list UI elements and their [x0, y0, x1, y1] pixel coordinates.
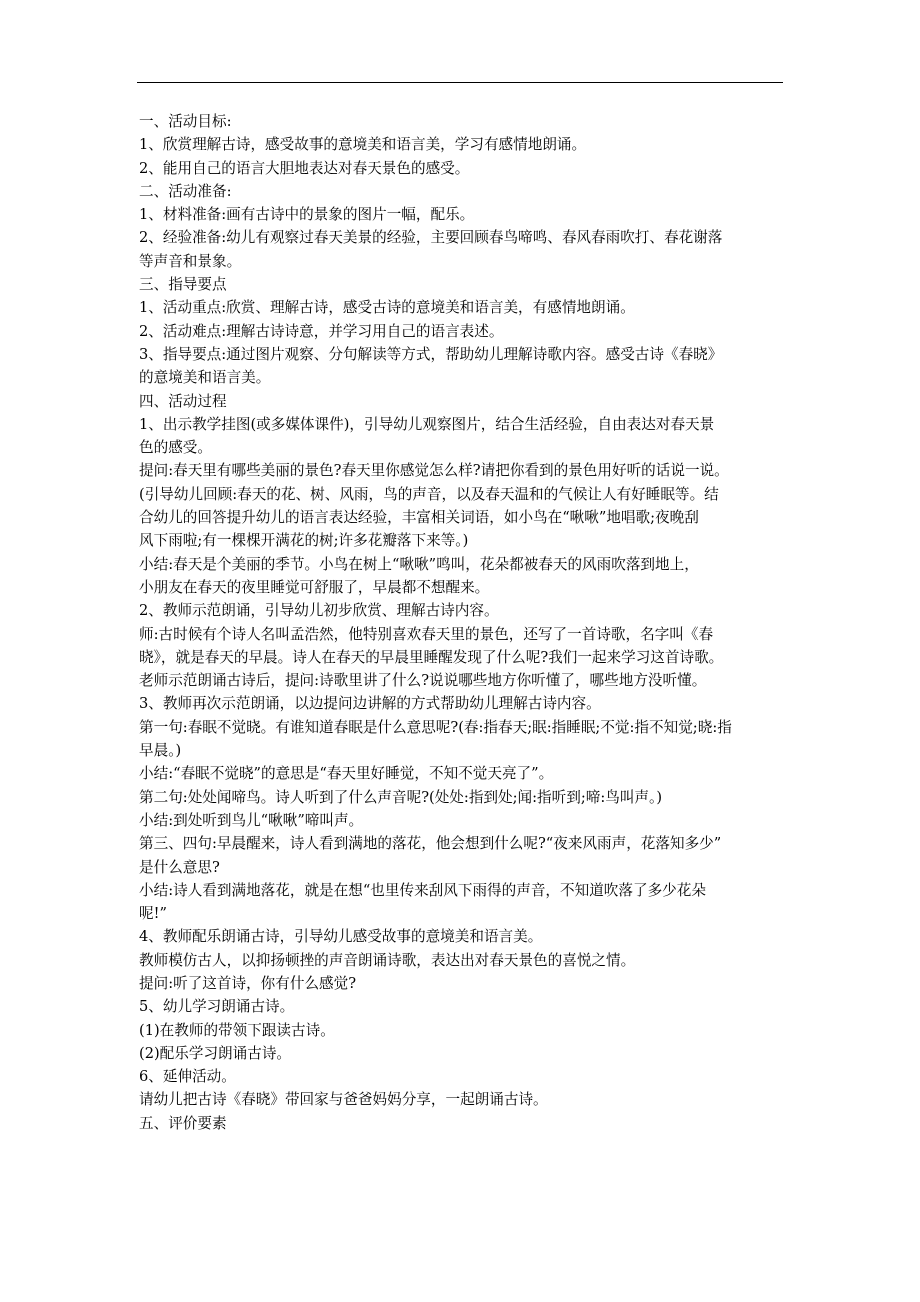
text-line: 的意境美和语言美。 — [139, 369, 271, 387]
text-line: 小结:到处听到鸟儿“啾啾”啼叫声。 — [139, 811, 364, 829]
text-line: 1、出示教学挂图(或多媒体课件)，引导幼儿观察图片，结合生活经验，自由表达对春天景 — [139, 415, 715, 433]
text-line: 教师模仿古人，以抑扬顿挫的声音朗诵诗歌，表达出对春天景色的喜悦之情。 — [139, 951, 636, 969]
text-line: 6、延伸活动。 — [139, 1068, 236, 1086]
text-line: 提问:春天里有哪些美丽的景色?春天里你感觉怎么样?请把你看到的景色用好听的话说一说。 — [139, 462, 729, 480]
text-line: 2、活动难点:理解古诗诗意，并学习用自己的语言表述。 — [139, 322, 504, 340]
text-line: 第三、四句:早晨醒来，诗人看到满地的落花，他会想到什么呢?“夜来风雨声，花落知多少” — [139, 835, 722, 853]
text-line: 是什么意思? — [139, 858, 220, 876]
text-line: 师:古时候有个诗人名叫孟浩然，他特别喜欢春天里的景色，还写了一首诗歌，名字叫《春 — [139, 625, 714, 643]
text-line: 小结:春天是个美丽的季节。小鸟在树上“啾啾”鸣叫，花朵都被春天的风雨吹落到地上， — [139, 555, 699, 573]
text-line: 请幼儿把古诗《春晓》带回家与爸爸妈妈分享，一起朗诵古诗。 — [139, 1091, 548, 1109]
text-line: 色的感受。 — [139, 439, 212, 457]
text-line: 第一句:春眠不觉晓。有谁知道春眠是什么意思呢?(春:指春天;眠:指睡眠;不觉:指不知觉;晓:指 — [139, 718, 732, 736]
text-line: 小结:诗人看到满地落花，就是在想“也里传来刮风下雨得的声音，不知道吹落了多少花朵 — [139, 881, 706, 899]
text-line: 2、能用自己的语言大胆地表达对春天景色的感受。 — [139, 159, 470, 177]
text-line: (2)配乐学习朗诵古诗。 — [139, 1044, 292, 1062]
text-line: 五、评价要素 — [139, 1114, 227, 1132]
text-line: (1)在教师的带领下跟读古诗。 — [139, 1021, 335, 1039]
text-line: 3、指导要点:通过图片观察、分句解读等方式，帮助幼儿理解诗歌内容。感受古诗《春晓》 — [139, 345, 723, 363]
text-line: 二、活动准备: — [139, 182, 232, 200]
text-line: 小结:“春眠不觉晓”的意思是“春天里好睡觉，不知不觉天亮了”。 — [139, 765, 554, 783]
text-line: 5、幼儿学习朗诵古诗。 — [139, 998, 295, 1016]
text-line: 四、活动过程 — [139, 392, 227, 410]
text-line: 4、教师配乐朗诵古诗，引导幼儿感受故事的意境美和语言美。 — [139, 928, 543, 946]
text-line: (引导幼儿回顾:春天的花、树、风雨，鸟的声音，以及春天温和的气候让人有好睡眠等。结 — [139, 485, 719, 503]
text-line: 第二句:处处闻啼鸟。诗人听到了什么声音呢?(处处:指到处;闻:指听到;啼:鸟叫声。) — [139, 788, 663, 806]
document-body — [139, 110, 794, 1135]
text-line: 3、教师再次示范朗诵，以边提问边讲解的方式帮助幼儿理解古诗内容。 — [139, 695, 601, 713]
text-line: 1、材料准备:画有古诗中的景象的图片一幅，配乐。 — [139, 206, 475, 224]
text-line: 小朋友在春天的夜里睡觉可舒服了，早晨都不想醒来。 — [139, 578, 490, 596]
text-line: 2、教师示范朗诵，引导幼儿初步欣赏、理解古诗内容。 — [139, 602, 499, 620]
text-line: 合幼儿的回答提升幼儿的语言表达经验，丰富相关词语，如小鸟在“啾啾”地唱歌;夜晚刮 — [139, 509, 699, 527]
text-line: 老师示范朗诵古诗后，提问:诗歌里讲了什么?说说哪些地方你听懂了，哪些地方没听懂。 — [139, 672, 707, 690]
text-line: 一、活动目标: — [139, 113, 232, 130]
text-line: 1、活动重点:欣赏、理解古诗，感受古诗的意境美和语言美，有感情地朗诵。 — [139, 299, 635, 317]
text-line: 三、指导要点 — [139, 276, 227, 294]
text-line: 2、经验准备:幼儿有观察过春天美景的经验，主要回顾春鸟啼鸣、春风春雨吹打、春花谢落 — [139, 229, 723, 247]
header-rule — [137, 82, 783, 83]
text-line: 晓》，就是春天的早晨。诗人在春天的早晨里睡醒发现了什么呢?我们一起来学习这首诗歌。 — [139, 648, 724, 666]
text-line: 风下雨啦;有一棵棵开满花的树;许多花瓣落下来等。) — [139, 532, 469, 550]
text-line: 1、欣赏理解古诗，感受故事的意境美和语言美，学习有感情地朗诵。 — [139, 136, 587, 154]
text-line: 早晨。) — [139, 742, 182, 760]
text-line: 呢!” — [139, 905, 167, 923]
text-line: 提问:听了这首诗，你有什么感觉? — [139, 974, 357, 992]
text-line: 等声音和景象。 — [139, 252, 242, 270]
